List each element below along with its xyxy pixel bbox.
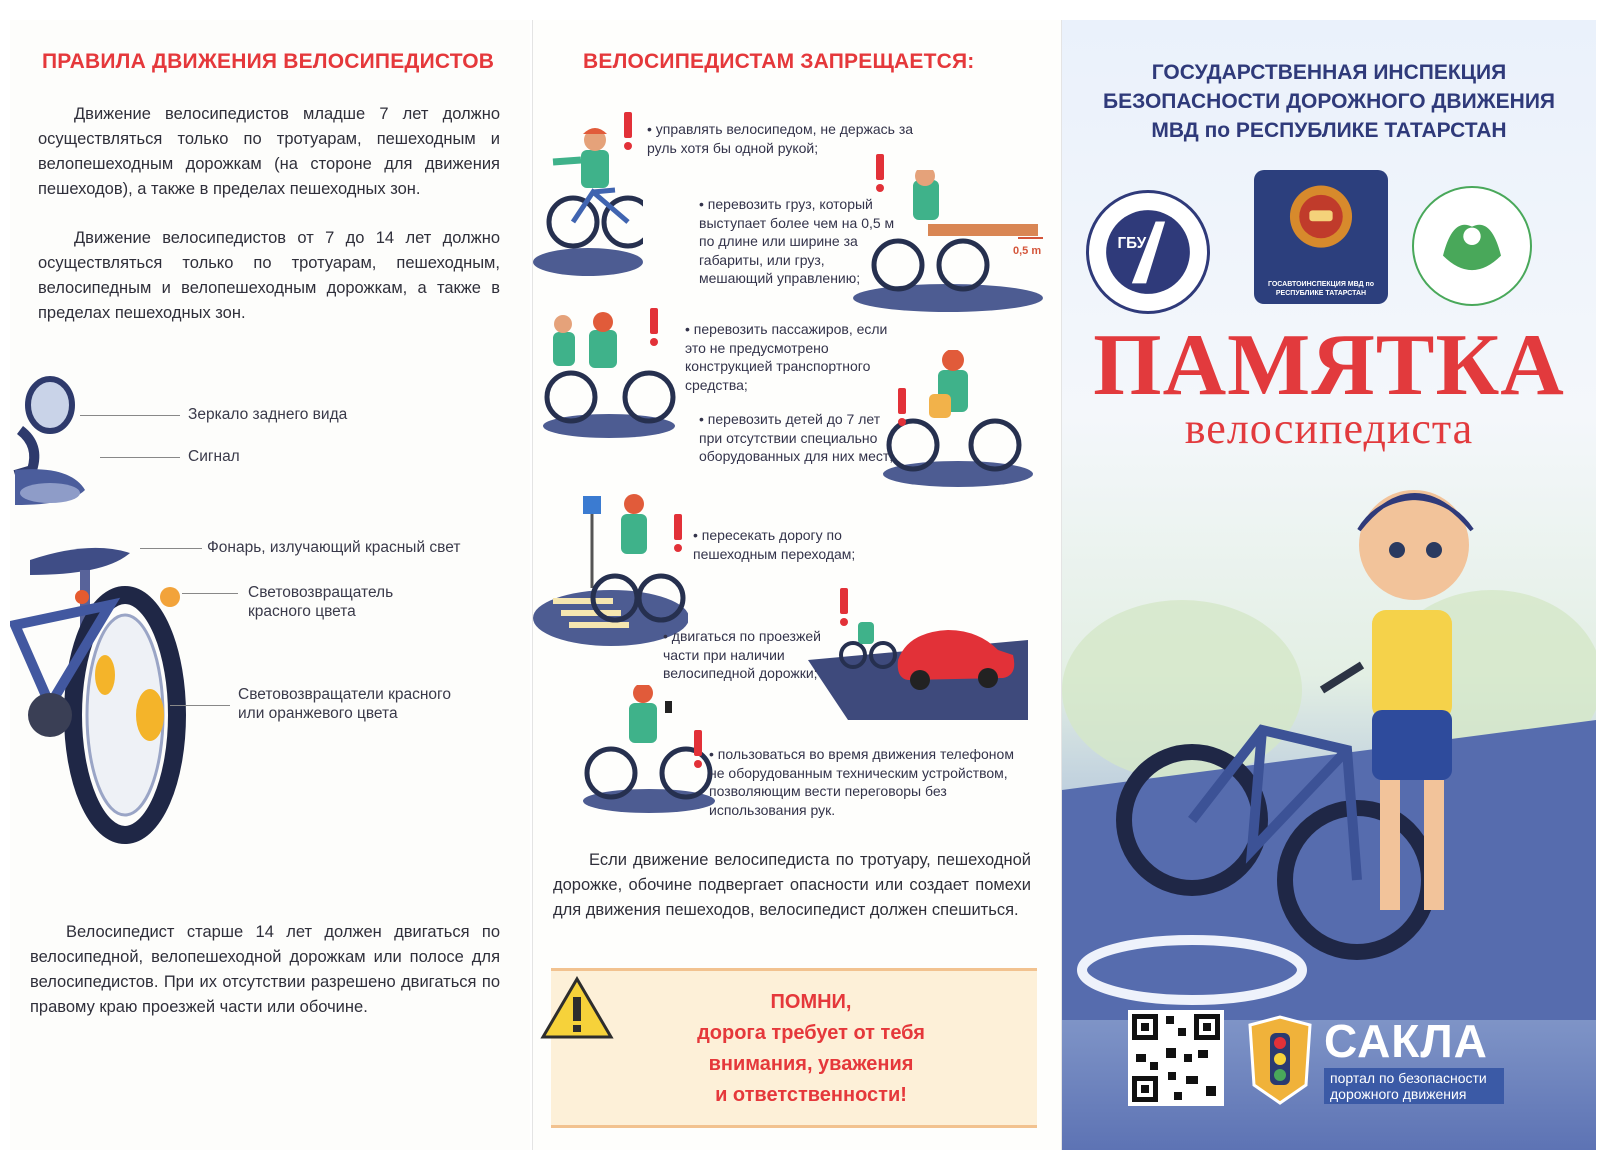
remember-line-3: внимания, уважения	[708, 1053, 914, 1075]
exclamation-icon	[647, 308, 661, 346]
rule-bike-lane: • двигаться по проезжей части при наличии велосипедной дорожки;	[663, 628, 821, 681]
org-line-2: БЕЗОПАСНОСТИ ДОРОЖНОГО ДВИЖЕНИЯ	[1102, 90, 1556, 113]
panel-rules	[10, 20, 530, 1150]
organization-title	[1062, 58, 1596, 145]
sakla-brand-name: САКЛА	[1324, 1015, 1488, 1067]
label-bell: Сигнал	[188, 448, 240, 465]
panel-cover	[1062, 20, 1596, 1150]
warning-triangle-icon	[539, 975, 615, 1041]
remember-note	[551, 968, 1037, 1128]
scene-crosswalk	[533, 488, 688, 648]
lamp-leader-line	[140, 548, 202, 549]
rule-phone: • пользоваться во время движения телефоном не оборудованным техническим устройством, позволяющим вести переговоры без использования рук.	[709, 746, 1014, 818]
rule-children: • перевозить детей до 7 лет при отсутствии специально оборудованных для них мест;	[699, 411, 894, 464]
label-mirror: Зеркало заднего вида	[188, 406, 348, 423]
exclamation-icon	[691, 730, 705, 768]
remember-text	[671, 987, 951, 1111]
remember-line-1: ПОМНИ,	[770, 991, 852, 1013]
label-red-reflector: Световозвращатель красного цвета	[248, 584, 394, 620]
gbu-logo	[1086, 190, 1210, 314]
rule-passengers: • перевозить пассажиров, если это не предусмотрено конструкцией транспортного средства;	[685, 321, 888, 393]
rule-under-7: Движение велосипедистов младше 7 лет должно осуществляться только по тротуарам, пешеходным и велопешеходным дорожкам (на стороне для движения пешеходов), а также в пределах пешеходных зон.	[38, 105, 500, 198]
rule-7-to-14: Движение велосипедистов от 7 до 14 лет должно осуществляться только по тротуарам, пешеходным, велосипедным и велопешеходным дорожкам, а также в пределах пешеходных зон.	[38, 229, 500, 322]
exclamation-icon	[837, 588, 851, 626]
remember-line-2: дорога требует от тебя	[697, 1022, 925, 1044]
qr-code-icon[interactable]	[1128, 1010, 1224, 1106]
org-line-3: МВД по РЕСПУБЛИКЕ ТАТАРСТАН	[1151, 119, 1507, 142]
traffic-light-logo-icon	[1244, 1015, 1316, 1105]
org-line-1: ГОСУДАРСТВЕННАЯ ИНСПЕКЦИЯ	[1151, 61, 1507, 84]
remember-line-4: и ответственности!	[715, 1084, 907, 1106]
memo-subtitle: велосипедиста	[1184, 404, 1474, 453]
gai-logo	[1254, 170, 1388, 304]
safety-center-logo	[1412, 186, 1532, 306]
dismount-rule: Если движение велосипедиста по тротуару, пешеходной дорожке, обочине подвергает опасности или создает помехи для движения пешеходов, велосипедист должен спешиться.	[553, 851, 1031, 919]
reflector-leader-line	[182, 593, 238, 594]
rule-no-hands: • управлять велосипедом, не держась за руль хотя бы одной рукой;	[647, 121, 914, 156]
exclamation-icon	[671, 514, 685, 552]
label-wheel-reflectors: Световозвращатели красного или оранжевого цвета	[238, 686, 451, 722]
sakla-tagline: портал по безопасности дорожного движения	[1324, 1068, 1504, 1104]
boy-with-bicycle-illustration	[1062, 460, 1596, 1020]
rule-cargo: • перевозить груз, который выступает более чем на 0,5 м по длине или ширине за габариты, или груз, мешающий управлению;	[699, 196, 895, 286]
rule-over-14: Велосипедист старше 14 лет должен двигаться по велосипедной, велопешеходной дорожкам или полосе для велосипедистов. При их отсутствии разрешено двигаться по правому краю проезжей части или обочине.	[30, 923, 500, 1016]
wheel-reflector-leader-line	[170, 705, 230, 706]
rules-title: ПРАВИЛА ДВИЖЕНИЯ ВЕЛОСИПЕДИСТОВ	[42, 50, 495, 73]
label-red-lamp: Фонарь, излучающий красный свет	[207, 539, 461, 556]
exclamation-icon	[621, 112, 635, 150]
mirror-leader-line	[80, 415, 180, 416]
rule-crosswalk: • пересекать дорогу по пешеходным переходам;	[693, 527, 856, 562]
bell-leader-line	[100, 457, 180, 458]
panel-prohibited	[532, 20, 1062, 1150]
gai-caption: ГОСАВТОИНСПЕКЦИЯ МВД по РЕСПУБЛИКЕ ТАТАРСТАН	[1267, 281, 1375, 297]
cargo-size-label: 0,5 m	[1013, 245, 1042, 257]
gbu-abbr: ГБУ	[1117, 235, 1147, 253]
prohibited-title: ВЕЛОСИПЕДИСТАМ ЗАПРЕЩАЕТСЯ:	[583, 50, 975, 73]
memo-title: ПАМЯТКА	[1093, 317, 1565, 414]
exclamation-icon	[873, 154, 887, 192]
